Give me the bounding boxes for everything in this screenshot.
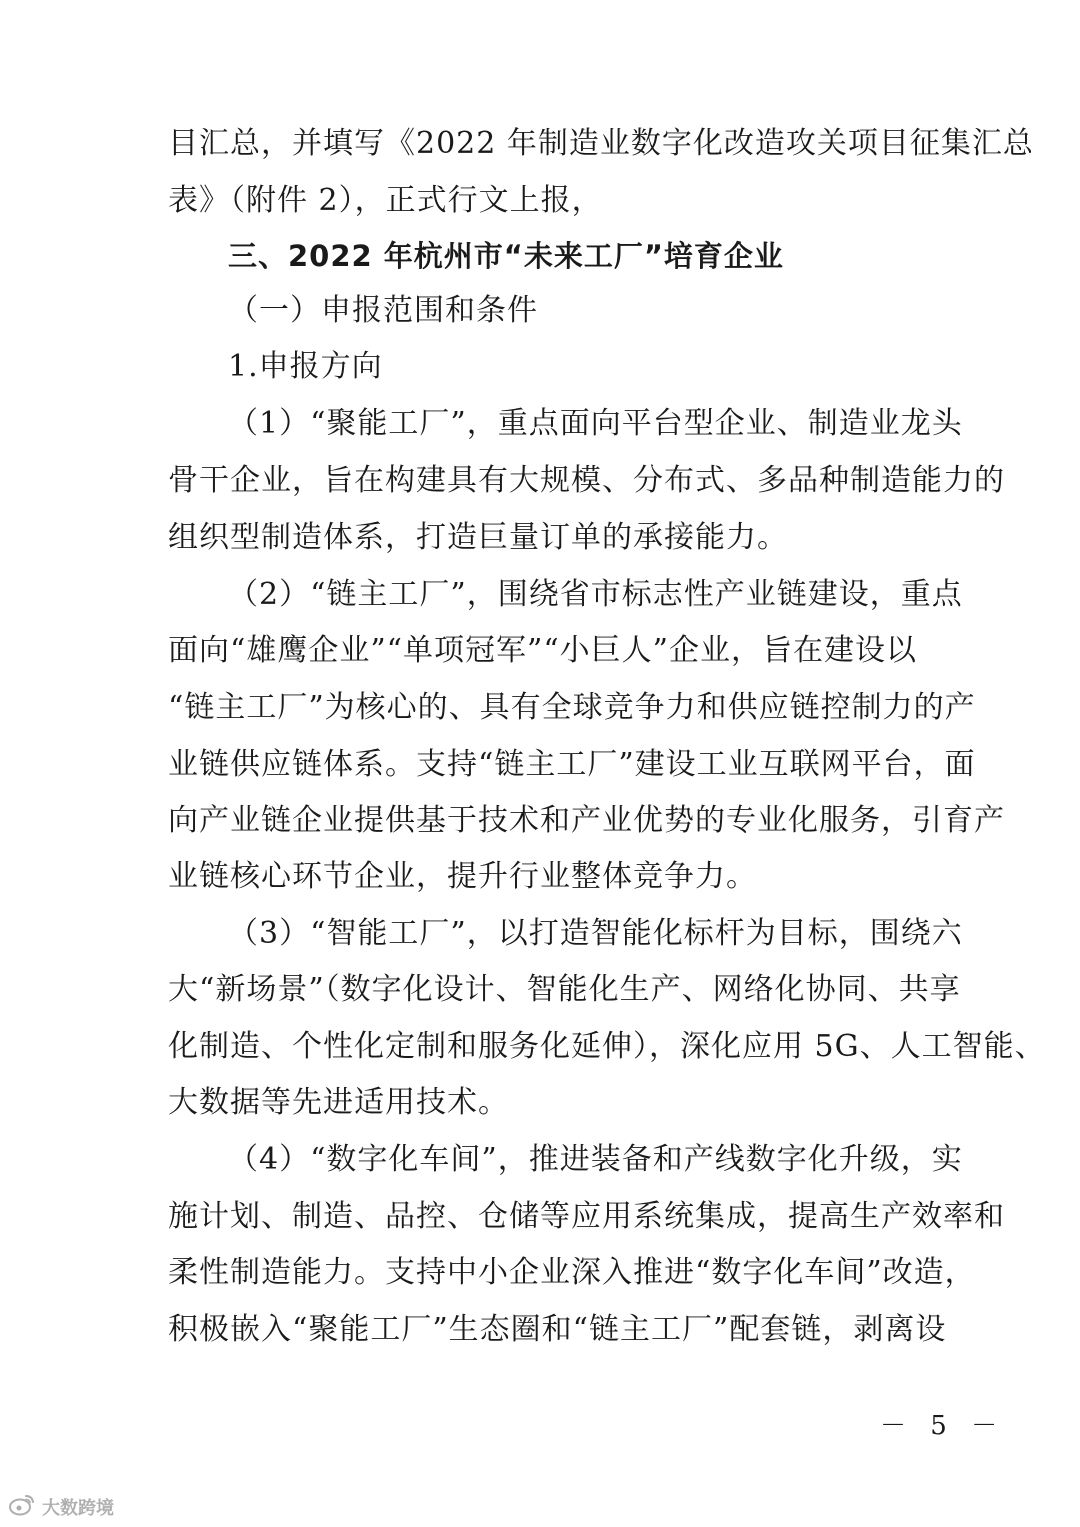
text-line: 组织型制造体系，打造巨量订单的承接能力。 (168, 520, 788, 555)
text-line: 化制造、个性化定制和服务化延伸），深化应用 5G、人工智能、 (168, 1029, 1046, 1064)
text-line: 表》（附件 2），正式行文上报， (168, 183, 603, 218)
weibo-logo-icon (8, 1493, 36, 1521)
text-line: 面向“雄鹰企业”“单项冠军”“小巨人”企业，旨在建设以 (168, 633, 918, 668)
text-line: （1）“聚能工厂”，重点面向平台型企业、制造业龙头 (228, 406, 963, 441)
text-line: 骨干企业，旨在构建具有大规模、分布式、多品种制造能力的 (168, 463, 1005, 498)
text-line: （4）“数字化车间”，推进装备和产线数字化升级，实 (228, 1142, 963, 1177)
watermark-text: 大数跨境 (42, 1498, 114, 1519)
text-line: 大“新场景”（数字化设计、智能化生产、网络化协同、共享 (168, 972, 961, 1007)
text-line: （2）“链主工厂”，围绕省市标志性产业链建设，重点 (228, 577, 963, 612)
page-number: － 5 － (880, 1411, 1006, 1441)
text-line: 大数据等先进适用技术。 (168, 1085, 509, 1120)
text-line: 施计划、制造、品控、仓储等应用系统集成，提高生产效率和 (168, 1199, 1005, 1234)
text-line: 积极嵌入“聚能工厂”生态圈和“链主工厂”配套链，剥离设 (168, 1312, 947, 1347)
text-line: “链主工厂”为核心的、具有全球竞争力和供应链控制力的产 (168, 690, 976, 725)
item-heading: 1.申报方向 (228, 349, 383, 384)
text-line: 业链供应链体系。支持“链主工厂”建设工业互联网平台，面 (168, 747, 976, 782)
subsection-heading: （一）申报范围和条件 (228, 293, 538, 328)
text-line: 向产业链企业提供基于技术和产业优势的专业化服务，引育产 (168, 803, 1005, 838)
text-line: 业链核心环节企业，提升行业整体竞争力。 (168, 859, 757, 894)
text-line: 柔性制造能力。支持中小企业深入推进“数字化车间”改造， (168, 1255, 976, 1290)
text-line: （3）“智能工厂”，以打造智能化标杆为目标，围绕六 (228, 916, 963, 951)
watermark (8, 1493, 114, 1521)
section-heading: 三、2022 年杭州市“未来工厂”培育企业 (228, 239, 784, 273)
text-line: 目汇总，并填写《2022 年制造业数字化改造攻关项目征集汇总 (168, 126, 1034, 161)
